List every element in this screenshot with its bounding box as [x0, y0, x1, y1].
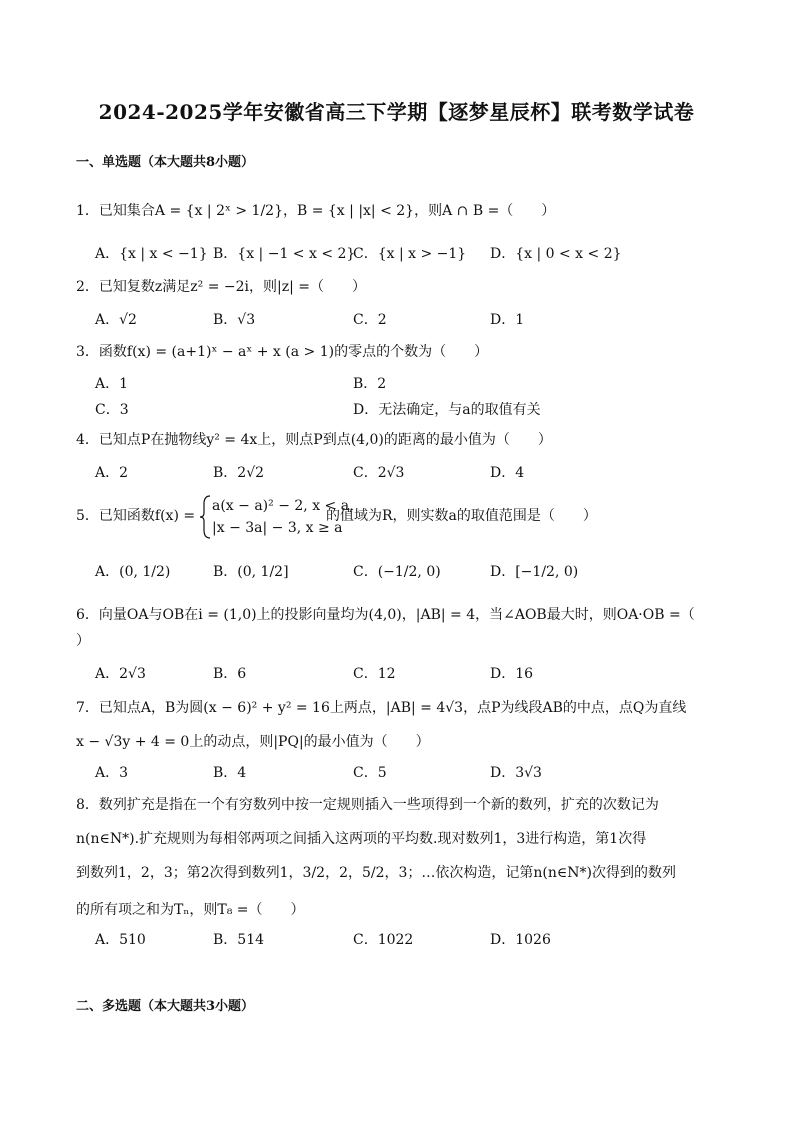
question-4-stem: 4．已知点P在抛物线y² = 4x上，则点P到点(4,0)的距离的最小值为（ ） — [76, 432, 552, 448]
q1-option-c: C．{x | x > −1} — [353, 246, 467, 262]
q5-stem-prefix: 5．已知函数f(x) = — [76, 508, 196, 524]
question-8-line-1: 8．数列扩充是指在一个有穷数列中按一定规则插入一些项得到一个新的数列，扩充的次数记为 — [76, 797, 659, 813]
q3-option-c: C．3 — [95, 402, 129, 418]
q5-option-a: A．(0, 1/2) — [95, 564, 171, 580]
q2-option-c: C．2 — [353, 312, 387, 328]
q7-option-a: A．3 — [95, 765, 129, 781]
q4-option-a: A．2 — [95, 465, 129, 481]
section-multiple-choice: 二、多选题（本大题共3小题） — [76, 999, 255, 1014]
question-6-stem-cont: ） — [76, 633, 90, 649]
q2-option-a: A．√2 — [95, 312, 137, 328]
question-6-stem: 6．向量OA与OB在i = (1,0)上的投影向量均为(4,0)，|AB| = 4，当∠AOB最大时，则OA·OB =（ — [76, 607, 695, 623]
q1-option-a: A．{x | x < −1} — [95, 246, 208, 262]
section-single-choice: 一、单选题（本大题共8小题） — [76, 155, 255, 170]
q1-option-d: D．{x | 0 < x < 2} — [490, 246, 622, 262]
q5-option-c: C．(−1/2, 0) — [353, 564, 441, 580]
q6-option-c: C．12 — [353, 666, 396, 682]
q8-option-b: B．514 — [213, 932, 265, 948]
q6-option-d: D．16 — [490, 666, 534, 682]
question-8-line-3: 到数列1，2，3；第2次得到数列1，3/2，2，5/2，3；…依次构造，记第n(n∈N*)次得到的数列 — [76, 865, 676, 881]
q4-option-d: D．4 — [490, 465, 525, 481]
q8-option-a: A．510 — [95, 932, 146, 948]
q1-option-b: B．{x | −1 < x < 2} — [213, 246, 356, 262]
page-title: 2024-2025学年安徽省高三下学期【逐梦星辰杯】联考数学试卷 — [98, 100, 695, 124]
q3-option-b: B．2 — [353, 376, 387, 392]
q8-option-d: D．1026 — [490, 932, 551, 948]
question-3-stem: 3．函数f(x) = (a+1)ˣ − aˣ + x (a > 1)的零点的个数为（ ） — [76, 344, 489, 360]
q4-option-c: C．2√3 — [353, 465, 405, 481]
q7-option-d: D．3√3 — [490, 765, 542, 781]
question-1-stem: 1．已知集合A = {x | 2ˣ > 1/2}，B = {x | |x| < 2}，则A ∩ B =（ ） — [76, 203, 556, 219]
q2-option-d: D．1 — [490, 312, 525, 328]
q5-option-d: D．[−1/2, 0) — [490, 564, 579, 580]
question-2-stem: 2．已知复数z满足z² = −2i，则|z| =（ ） — [76, 279, 367, 295]
q8-option-c: C．1022 — [353, 932, 414, 948]
q2-option-b: B．√3 — [213, 312, 256, 328]
question-8-line-2: n(n∈N*).扩充规则为每相邻两项之间插入这两项的平均数.现对数列1，3进行构造，第1次得 — [76, 831, 647, 847]
q6-option-a: A．2√3 — [95, 666, 146, 682]
q4-option-b: B．2√2 — [213, 465, 265, 481]
q5-stem-suffix: 的值域为R，则实数a的取值范围是（ ） — [326, 508, 597, 524]
question-7-stem: 7．已知点A，B为圆(x − 6)² + y² = 16上两点，|AB| = 4√3，点P为线段AB的中点，点Q为直线 — [76, 700, 687, 716]
q7-option-c: C．5 — [353, 765, 387, 781]
question-5-stem — [76, 506, 195, 526]
question-8-line-4: 的所有项之和为Tₙ，则T₈ =（ ） — [76, 902, 305, 918]
q5-option-b: B．(0, 1/2] — [213, 564, 289, 580]
question-7-stem-cont: x − √3y + 4 = 0上的动点，则|PQ|的最小值为（ ） — [76, 734, 430, 750]
q5-piece-2: |x − 3a| − 3, x ≥ a — [212, 520, 343, 536]
q3-option-d: D．无法确定，与a的取值有关 — [353, 402, 541, 418]
q7-option-b: B．4 — [213, 765, 247, 781]
q6-option-b: B．6 — [213, 666, 247, 682]
q5-piece-1: a(x − a)² − 2, x < a, — [212, 498, 354, 514]
q5-piecewise-brace — [200, 494, 212, 540]
q3-option-a: A．1 — [95, 376, 129, 392]
